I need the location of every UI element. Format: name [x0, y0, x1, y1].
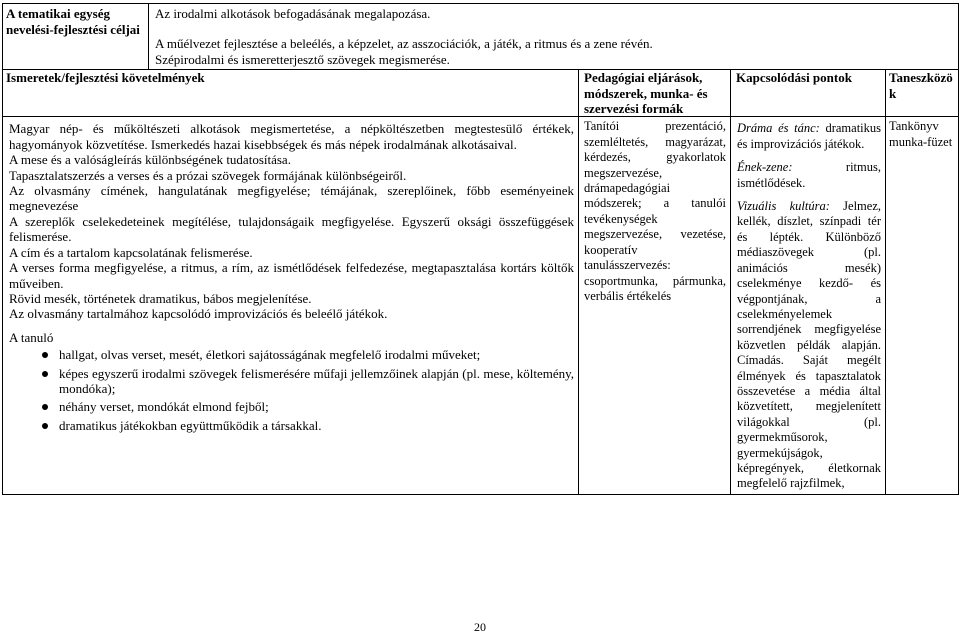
- connections-header: Kapcsolódási pontok: [731, 70, 886, 117]
- bullet-icon: [42, 423, 48, 429]
- requirement-item: A mese és a valóságleírás különbségének tudatosítása.: [9, 152, 291, 168]
- tools-header: Taneszközök: [886, 70, 959, 117]
- requirement-item: Magyar nép- és műköltészeti alkotások megismertetése, a népköltészetben megtestesülő értékek, hagyományok közvetítése. Ismerkedés hazai kisebbségek és más népek irodalmának alkotásaival.: [9, 121, 574, 152]
- learner-item: dramatikus játékokban együttműködik a társakkal.: [9, 418, 574, 433]
- tools-cell: Tankönyv munka-füzet: [886, 117, 959, 494]
- goal-line: A műélvezet fejlesztése a beleélés, a képzelet, az asszociációk, a játék, a ritmus és a zene révén.: [155, 36, 653, 52]
- connection-subject: Ének-zene:: [737, 160, 793, 175]
- goals-label: A tematikai egység nevelési-fejlesztési céljai: [3, 4, 149, 70]
- requirement-item: Rövid mesék, történetek dramatikus, bábos megjelenítése.: [9, 290, 312, 306]
- learner-item: képes egyszerű irodalmi szövegek felismerésére műfaji jellemzőinek alapján (pl. mese, költemény, mondóka);: [9, 366, 574, 397]
- requirement-item: A cím és a tartalom kapcsolatának felismerése.: [9, 244, 253, 260]
- learner-list: [9, 347, 574, 433]
- goals-content: [149, 4, 959, 70]
- connection-item: Dráma és tánc: dramatikus és improvizációs játékok.: [737, 121, 882, 151]
- connection-subject: Vizuális kultúra:: [737, 199, 830, 214]
- requirement-item: A verses forma megfigyelése, a ritmus, a rím, az ismétlődések felfedezése, megtapasztalása kortárs költők műveiben.: [9, 260, 574, 291]
- connection-item: Vizuális kultúra: Jelmez, kellék, díszlet, színpadi tér és lépték. Különböző médiaszövegek (pl. animációs mesék) cselekménye kezdő- és végpontjának, a cselekményelemek sorrendjének megfigyelése közvetlen példák alapján. Címadás. Saját megélt élmények és tapasztalatok összevetése a média által közvetített, megjelenített világokkal (pl. gyermekműsorok, gyermekújságok, képregények, életkornak megfelelő rajzfilmek,: [737, 199, 881, 491]
- requirements-header: Ismeretek/fejlesztési követelmények: [3, 70, 579, 117]
- page-number: 20: [474, 620, 486, 634]
- requirement-item: Az olvasmány címének, hangulatának megfigyelése; témájának, szereplőinek, főbb eseményeinek megnevezése: [9, 183, 574, 214]
- bullet-icon: [42, 404, 48, 410]
- connection-item: Ének-zene: ritmus, ismétlődések.: [737, 160, 881, 190]
- learner-item: hallgat, olvas verset, mesét, életkori sajátosságának megfelelő irodalmi műveket;: [9, 347, 574, 362]
- methods-header: Pedagógiai eljárások, módszerek, munka- és szervezési formák: [579, 70, 731, 117]
- header-row: [3, 70, 959, 117]
- content-row: [3, 117, 959, 494]
- methods-cell: Tanítói prezentáció, szemléltetés, magyarázat, kérdezés, gyakorlatok megszervezése, drámapedagógiai módszerek; a tanulói tevékenységek megszervezése, vezetése, kooperatív tanulásszervezés: csoportmunka, pármunka, verbális értékelés: [579, 117, 731, 494]
- requirement-item: A szereplők cselekedeteinek megítélése, tulajdonságaik megfigyelése. Egyszerű oksági összefüggések felismerése.: [9, 213, 574, 245]
- requirements-cell: [3, 117, 579, 494]
- connection-subject: Dráma és tánc:: [737, 121, 820, 136]
- goals-row: [3, 4, 959, 70]
- requirement-item: Tapasztalatszerzés a verses és a prózai szövegek formájának különbségeiről.: [9, 167, 407, 183]
- learner-intro: A tanuló: [9, 329, 54, 345]
- connections-cell: [731, 117, 886, 494]
- curriculum-table: [2, 3, 959, 495]
- learner-item: néhány verset, mondókát elmond fejből;: [9, 399, 574, 414]
- goal-line: Az irodalmi alkotások befogadásának megalapozása.: [155, 6, 431, 21]
- bullet-icon: [42, 371, 48, 377]
- requirement-item: Az olvasmány tartalmához kapcsolódó improvizációs és beleélő játékok.: [9, 306, 388, 322]
- bullet-icon: [42, 352, 48, 358]
- goal-line: Szépirodalmi és ismeretterjesztő szövegek megismerése.: [155, 51, 450, 67]
